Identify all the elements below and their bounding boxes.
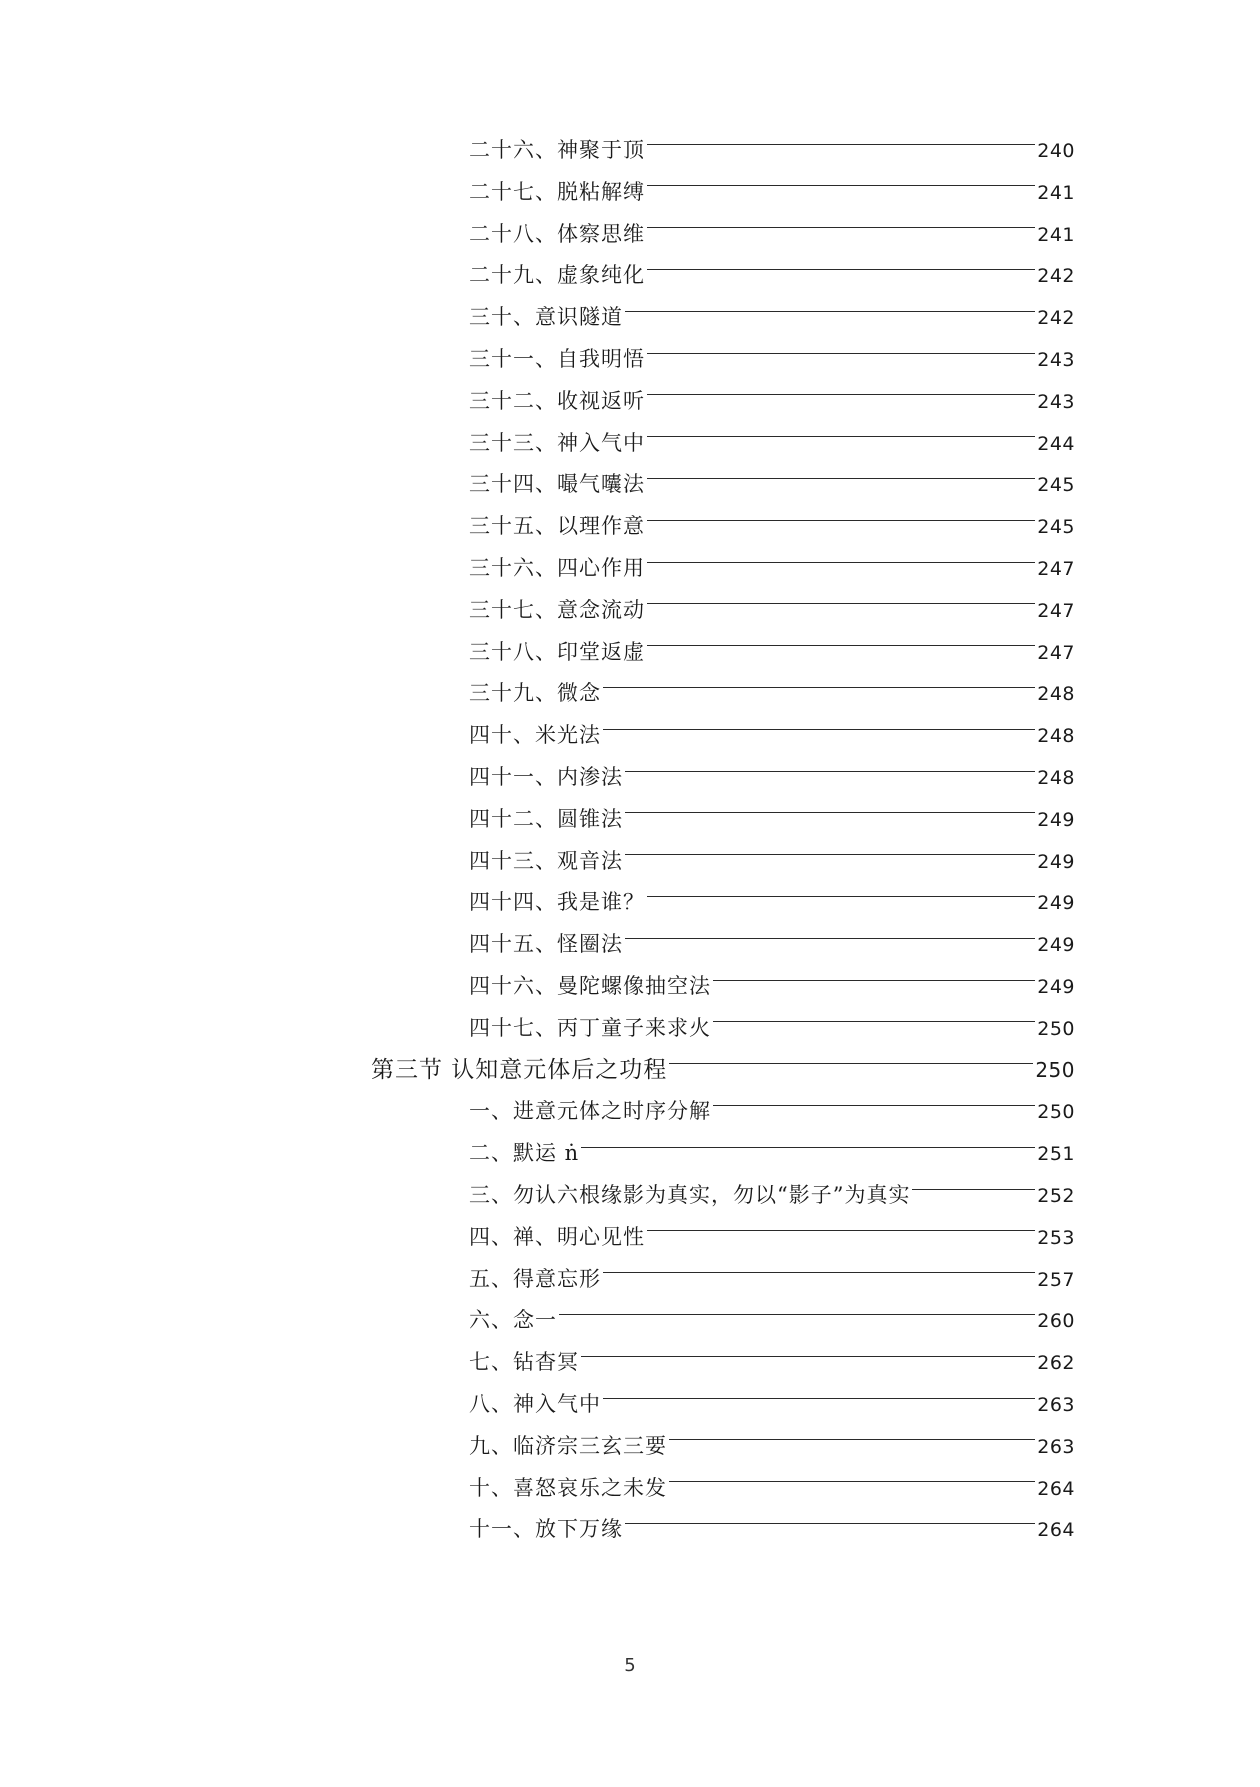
toc-entry-title: 三十七、意念流动 — [469, 597, 645, 622]
toc-entry-title: 十、喜怒哀乐之未发 — [469, 1475, 667, 1500]
toc-leader-line — [713, 1019, 1035, 1022]
toc-entry-title: 二、默运 ṅ — [469, 1141, 580, 1166]
toc-entry-title: 四十一、内渗法 — [469, 765, 623, 789]
toc-entry-page: 242 — [1037, 265, 1075, 288]
toc-entry[interactable] — [469, 464, 1075, 504]
toc-leader-line — [713, 1103, 1035, 1106]
toc-entry-page: 243 — [1037, 349, 1075, 371]
toc-leader-line — [669, 1437, 1035, 1440]
toc-entry-page: 243 — [1037, 390, 1075, 413]
toc-entry-title: 六、念一 — [469, 1308, 557, 1333]
toc-leader-line — [647, 351, 1035, 354]
toc-leader-line — [647, 560, 1035, 563]
toc-entry[interactable] — [469, 1342, 1075, 1382]
toc-entry[interactable] — [469, 841, 1075, 881]
toc-leader-line — [559, 1312, 1035, 1315]
toc-entry[interactable] — [469, 757, 1075, 797]
toc-leader-line — [647, 601, 1035, 604]
toc-entry-page: 249 — [1037, 934, 1075, 957]
toc-entry[interactable] — [469, 799, 1075, 839]
toc-entry-title: 三十八、印堂返虚 — [469, 639, 645, 664]
toc-entry-page: 249 — [1037, 976, 1075, 998]
toc-leader-line — [625, 936, 1035, 939]
toc-entry-title: 四十、米光法 — [469, 723, 601, 748]
toc-entry[interactable] — [469, 1175, 1075, 1215]
toc-entry-page: 244 — [1037, 432, 1075, 455]
toc-entry-title: 四、禅、明心见性 — [469, 1224, 645, 1249]
toc-entry[interactable] — [469, 966, 1075, 1006]
toc-entry-page: 247 — [1037, 558, 1075, 580]
toc-entry[interactable] — [469, 1468, 1075, 1508]
toc-leader-line — [625, 309, 1035, 312]
toc-leader-line — [647, 643, 1035, 646]
toc-entry-page: 263 — [1037, 1435, 1075, 1458]
toc-entry-page: 250 — [1037, 1101, 1075, 1124]
toc-entry-page: 248 — [1037, 767, 1075, 789]
toc-entry-page: 247 — [1037, 641, 1075, 664]
toc-leader-line — [713, 978, 1035, 981]
toc-entry-title: 二十七、脱粘解缚 — [469, 179, 645, 204]
toc-entry-title: 三十三、神入气中 — [469, 430, 645, 455]
toc-entry-page: 263 — [1037, 1394, 1075, 1416]
toc-entry[interactable] — [469, 506, 1075, 546]
toc-entry-title: 九、临济宗三玄三要 — [469, 1433, 667, 1458]
toc-entry-title: 第三节 认知意元体后之功程 — [371, 1056, 668, 1083]
toc-leader-line — [625, 810, 1035, 813]
toc-entry-page: 249 — [1037, 808, 1075, 831]
toc-leader-line — [603, 727, 1035, 730]
toc-leader-line — [625, 769, 1035, 772]
toc-entry-page: 245 — [1037, 474, 1075, 497]
toc-entry-page: 260 — [1037, 1310, 1075, 1333]
toc-entry-title: 三十九、微念 — [469, 681, 601, 706]
toc-leader-line — [647, 434, 1035, 437]
toc-entry[interactable] — [469, 381, 1075, 421]
toc-leader-line — [603, 1270, 1035, 1273]
toc-entry[interactable] — [469, 214, 1075, 254]
toc-entry-title: 三十五、以理作意 — [469, 514, 645, 539]
toc-entry-title: 四十三、观音法 — [469, 848, 623, 873]
toc-entry-page: 241 — [1037, 181, 1075, 204]
toc-entry-title: 四十五、怪圈法 — [469, 932, 623, 957]
toc-entry[interactable] — [469, 423, 1075, 463]
toc-section-entry[interactable] — [371, 1050, 1075, 1090]
toc-leader-line — [581, 1145, 1035, 1148]
toc-leader-line — [669, 1479, 1035, 1482]
toc-entry-page: 248 — [1037, 683, 1075, 706]
toc-entry-title: 四十七、丙丁童子来求火 — [469, 1015, 711, 1040]
toc-leader-line — [647, 1228, 1035, 1231]
toc-entry[interactable] — [469, 1384, 1075, 1424]
toc-entry-page: 264 — [1037, 1477, 1075, 1500]
toc-entry[interactable] — [469, 130, 1075, 170]
toc-entry-title: 五、得意忘形 — [469, 1266, 601, 1291]
toc-entry-title: 三十六、四心作用 — [469, 556, 645, 580]
toc-leader-line — [625, 852, 1035, 855]
toc-leader-line — [647, 142, 1035, 145]
toc-entry[interactable] — [469, 339, 1075, 379]
toc-entry-page: 240 — [1037, 140, 1075, 162]
toc-leader-line — [603, 685, 1035, 688]
toc-entry-page: 247 — [1037, 599, 1075, 622]
toc-entry-title: 八、神入气中 — [469, 1392, 601, 1416]
toc-entry-page: 250 — [1035, 1057, 1075, 1082]
toc-leader-line — [647, 183, 1035, 186]
page-number: 5 — [624, 1655, 636, 1676]
toc-entry-title: 三十二、收视返听 — [469, 388, 645, 413]
toc-entry[interactable] — [469, 548, 1075, 588]
toc-entry-page: 262 — [1037, 1352, 1075, 1375]
toc-entry[interactable] — [469, 632, 1075, 672]
toc-entry[interactable] — [469, 1217, 1075, 1257]
toc-entry-title: 四十六、曼陀螺像抽空法 — [469, 974, 711, 998]
toc-entry-title: 三十一、自我明悟 — [469, 347, 645, 371]
toc-entry-title: 三十四、嘬气囔法 — [469, 472, 645, 497]
toc-entry[interactable] — [469, 1259, 1075, 1299]
toc-entry-page: 253 — [1037, 1226, 1075, 1249]
toc-leader-line — [625, 1521, 1035, 1524]
toc-entry-title: 三十、意识隧道 — [469, 305, 623, 330]
toc-entry[interactable] — [469, 297, 1075, 337]
toc-entry-title: 二十八、体察思维 — [469, 221, 645, 246]
toc-entry[interactable] — [469, 1133, 1075, 1173]
toc-entry-page: 248 — [1037, 725, 1075, 748]
toc-leader-line — [647, 267, 1035, 270]
toc-entry-page: 241 — [1037, 223, 1075, 246]
toc-entry-title: 二十九、虚象纯化 — [469, 263, 645, 288]
toc-entry[interactable] — [469, 172, 1075, 212]
toc-entry[interactable] — [469, 255, 1075, 295]
toc-entry-page: 251 — [1037, 1143, 1075, 1166]
toc-entry[interactable] — [469, 1300, 1075, 1340]
toc-entry-title: 三、勿认六根缘影为真实，勿以“影子”为真实 — [469, 1183, 911, 1207]
toc-entry-page: 264 — [1037, 1519, 1075, 1542]
toc-entry-title: 二十六、神聚于顶 — [469, 138, 645, 162]
toc-entry[interactable] — [469, 1008, 1075, 1048]
toc-entry[interactable] — [469, 1509, 1075, 1549]
toc-entry-page: 242 — [1037, 307, 1075, 330]
toc-entry-page: 249 — [1037, 892, 1075, 915]
toc-entry[interactable] — [469, 924, 1075, 964]
toc-entry[interactable] — [469, 1091, 1075, 1131]
toc-entry-title: 四十四、我是谁？ — [469, 890, 645, 915]
toc-leader-line — [669, 1061, 1033, 1064]
toc-leader-line — [647, 518, 1035, 521]
toc-leader-line — [603, 1396, 1035, 1399]
toc-leader-line — [647, 476, 1035, 479]
toc-entry-title: 一、进意元体之时序分解 — [469, 1099, 711, 1124]
toc-leader-line — [647, 225, 1035, 228]
toc-entry[interactable] — [469, 1426, 1075, 1466]
toc-entry-title: 七、钻杳冥 — [469, 1350, 579, 1375]
toc-entry[interactable] — [469, 590, 1075, 630]
toc-entry[interactable] — [469, 673, 1075, 713]
toc-entry-title: 四十二、圆锥法 — [469, 806, 623, 831]
toc-entry[interactable] — [469, 715, 1075, 755]
toc-entry[interactable] — [469, 882, 1075, 922]
toc-entry-page: 250 — [1037, 1017, 1075, 1040]
toc-leader-line — [647, 894, 1035, 897]
toc-leader-line — [581, 1354, 1035, 1357]
toc-leader-line — [647, 392, 1035, 395]
toc-entry-title: 十一、放下万缘 — [469, 1517, 623, 1542]
toc-entry-page: 245 — [1037, 516, 1075, 539]
toc-entry-page: 252 — [1037, 1185, 1075, 1207]
toc-entry-page: 257 — [1037, 1268, 1075, 1291]
toc-leader-line — [912, 1187, 1035, 1190]
toc-entry-page: 249 — [1037, 850, 1075, 873]
